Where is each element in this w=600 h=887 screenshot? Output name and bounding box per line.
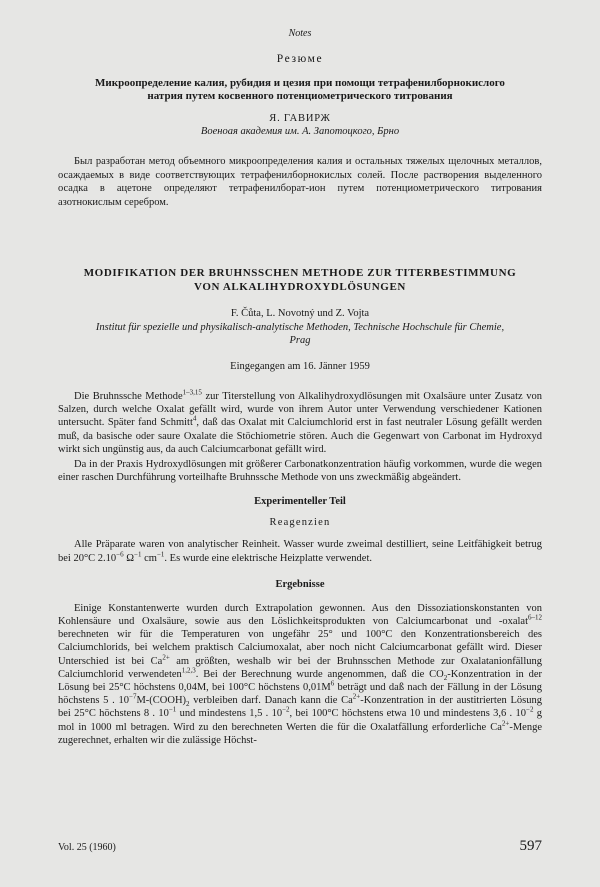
reagents-paragraph: Alle Präparate waren von analytischer Reinheit. Wasser wurde zweimal destilliert, seine Leitfähigkeit betrug bei 20°C $2.10^{-6}$ $\Omega^{-1}$ $cm^{-1}$. Es wurde eine elektrische Heizplatte verwendet.	[58, 539, 542, 564]
resume-institution: Военоая академия им. А. Запотоцкого, Брно	[200, 126, 400, 137]
article-institution-line1: Institut für spezielle und physikalisch-analytische Methoden, Technische Hochschule für Chemie,	[95, 322, 505, 333]
resume-heading: Резюме	[276, 53, 324, 65]
footer-volume: Vol. 25 (1960)	[58, 842, 116, 853]
resume-author: Я. ГАВИРЖ	[269, 113, 331, 124]
article-title	[58, 267, 542, 294]
resume-title-line2: натрия путем косвенного потенциометрического титрования	[147, 90, 453, 102]
resume-title	[58, 77, 542, 103]
intro-paragraph-1: Die Bruhnssche Methode$^{1-3,15}$ zur Titerstellung von Alkalihydroxydlösungen mit Oxalsäure unter Zusatz von Salzen, durch welche Oxalat gefällt wird, wurde von ihrem Autor unter Verwendung verschiedener Kationen untersucht. Später fand Schmitt$^4$, daß das Oxalat mit Calciumchlorid erst in fast neutraler Lösung gefällt werden muß, da basische oder saure Oxalate die Stöchiometrie stören. Auch die Gegenwart von Carbonat im Hydroxyd wirkt sich ungünstig aus, da auch Calciumcarbonat gefällt wird.	[58, 388, 542, 455]
article-authors: F. Čůta, L. Novotný und Z. Vojta	[230, 308, 370, 319]
experimental-heading: Experimenteller Teil	[254, 496, 346, 508]
footer-page-number: 597	[519, 838, 542, 854]
article-institution-line2: Prag	[289, 335, 311, 346]
results-paragraph: Einige Konstantenwerte wurden durch Extrapolation gewonnen. Aus den Dissoziationskonstanten von Kohlensäure und Oxalsäure, sowie aus den Löslichkeitsprodukten von Calciumcarbonat und -oxalat$^{6-12}$ berechneten wir für die Temperaturen von ungefähr 25° und 100°C den Konzentrationsbereich des Calciumchlorids, bei welchem praktisch Calciumoxalat, aber noch nicht Calciumcarbonat gefällt wird. Dieser Unterschied ist bei $Ca^{2+}$ am größten, weshalb wir bei der Bruhnsschen Methode zur Oxalatanionfällung Calciumchlorid verwendeten$^{1,2,3}$. Bei der Berechnung wurde angenommen, daß die $CO_2$-Konzentration in der Lösung bei 25°C höchstens 0,04M, bei 100°C höchstens $0,01M^6$ beträgt und daß nach der Fällung in der Lösung höchstens 5 . $10^{-7}M-(COOH)_2$ verbleiben darf. Danach kann die $Ca^{2+}$-Konzentration in der austitrierten Lösung bei 25°C höchstens 8 . $10^{-1}$ und mindestens 1,5 . $10^{-2}$, bei 100°C höchstens etwa 10 und mindestens 3,6 . $10^{-2}$ g mol in 1000 ml betragen. Wird zu den berechneten Werten die für die Oxalatfällung erforderliche $Ca^{2+}$-Menge zugerechnet, erhalten wir die zulässige Höchst-	[58, 602, 543, 746]
results-heading: Ergebnisse	[275, 578, 325, 590]
intro-paragraph-2: Da in der Praxis Hydroxydlösungen mit größerer Carbonatkonzentration häufig vorkommen, wurde die wegen einer raschen Durchführung vorteilhafte Bruhnssche Methode von uns zweckmäßig abgeändert.	[58, 459, 542, 484]
article-title-line2: VON ALKALIHYDROXYDLÖSUNGEN	[194, 280, 406, 293]
article-title-line1: MODIFIKATION DER BRUHNSSCHEN METHODE ZUR TITERBESTIMMUNG	[83, 267, 517, 279]
reagents-heading: Reagenzien	[269, 517, 331, 529]
resume-body: Был разработан метод объемного микроопределения калия и остальных тяжелых щелочных металлов, осаждаемых в виде соответствующих тетрафенилборнокислых солей. После растворения выделенного осадка в ацетоне определяют тетрафенилборат-ион путем потенциометрического титрования азотнокислым серебром.	[58, 156, 542, 208]
resume-section	[58, 53, 542, 209]
article-received-date: Eingegangen am 16. Jänner 1959	[230, 361, 370, 372]
article-institution	[58, 321, 542, 347]
article-section	[58, 267, 542, 747]
running-head: Notes	[288, 28, 312, 39]
resume-title-line1: Микроопределение калия, рубидия и цезия при помощи тетрафенилборнокислого	[95, 77, 505, 89]
page-footer	[58, 838, 542, 855]
